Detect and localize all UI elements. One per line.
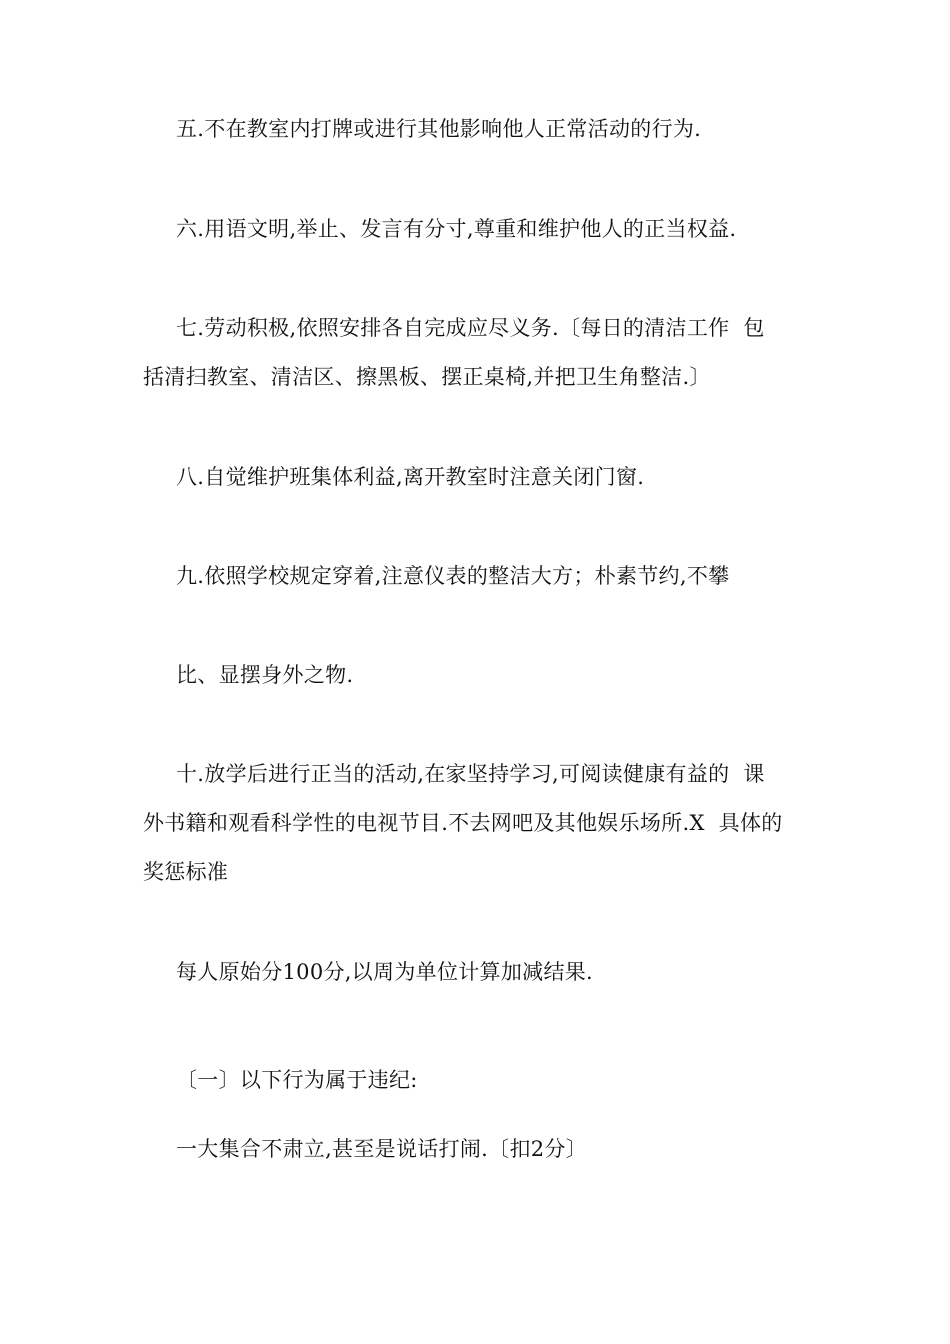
score-base-paragraph: 每人原始分100分,以周为单位计算加减结果. bbox=[176, 960, 594, 984]
rule-10-line-1: 十.放学后进行正当的活动,在家坚持学习,可阅读健康有益的 课 bbox=[176, 762, 765, 786]
rule-5: 五.不在教室内打牌或进行其他影响他人正常活动的行为. bbox=[176, 117, 702, 141]
rule-6: 六.用语文明,举止、发言有分寸,尊重和维护他人的正当权益. bbox=[176, 217, 737, 241]
rule-7-line-1: 七.劳动积极,依照安排各自完成应尽义务.〔每日的清洁工作 包 bbox=[176, 316, 765, 340]
rule-9-line-2: 比、显摆身外之物. bbox=[176, 663, 354, 687]
rule-10-line-3: 奖惩标准 bbox=[143, 860, 229, 884]
rule-9-line-1: 九.依照学校规定穿着,注意仪表的整洁大方；朴素节约,不攀 bbox=[176, 564, 730, 588]
rule-7-line-2: 括清扫教室、清洁区、擦黑板、摆正桌椅,并把卫生角整洁.〕 bbox=[143, 365, 711, 389]
section-heading-violations: 〔一〕以下行为属于违纪: bbox=[176, 1068, 418, 1092]
violation-item-1: 一大集合不肃立,甚至是说话打闹.〔扣2分〕 bbox=[176, 1137, 588, 1161]
rule-8: 八.自觉维护班集体利益,离开教室时注意关闭门窗. bbox=[176, 465, 645, 489]
rule-10-line-2: 外书籍和观看科学性的电视节目.不去网吧及其他娱乐场所.X 具体的 bbox=[143, 811, 783, 835]
